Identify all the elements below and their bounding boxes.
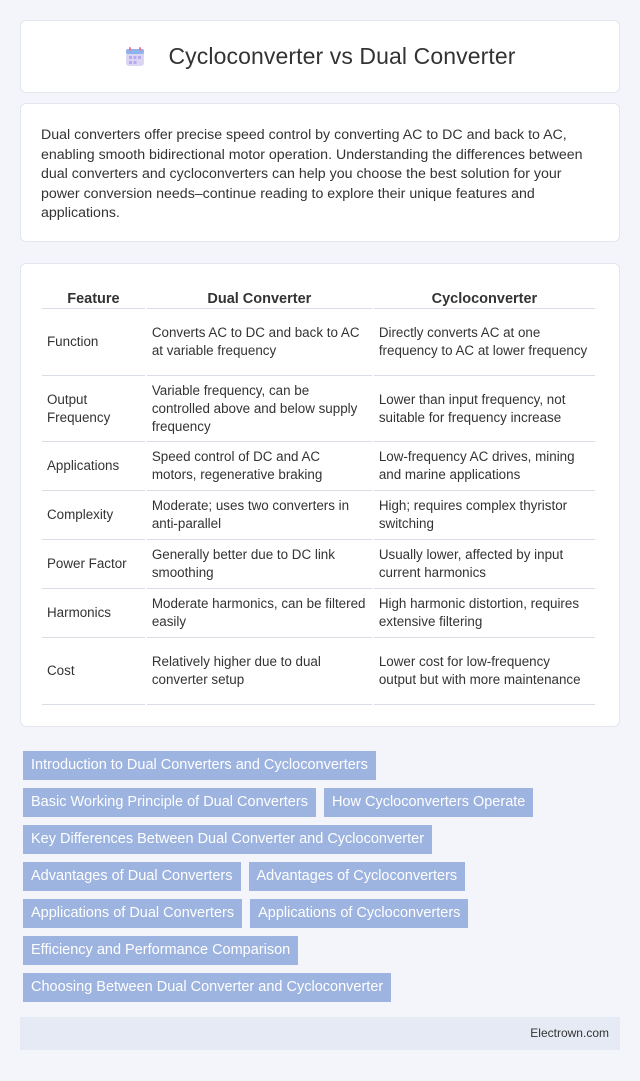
cycloconverter-cell: Directly converts AC at one frequency to AC at lower frequency bbox=[374, 309, 595, 376]
topic-row bbox=[23, 936, 623, 965]
table-row bbox=[42, 638, 595, 705]
topic-row bbox=[23, 862, 623, 891]
cycloconverter-cell: High; requires complex thyristor switching bbox=[374, 491, 595, 540]
topic-link-key-differences[interactable]: Key Differences Between Dual Converter and Cycloconverter bbox=[23, 825, 432, 854]
topic-link-dual-working-principle[interactable]: Basic Working Principle of Dual Converters bbox=[23, 788, 316, 817]
topic-link-dual-advantages[interactable]: Advantages of Dual Converters bbox=[23, 862, 241, 891]
feature-cell: Complexity bbox=[42, 491, 145, 540]
table-row bbox=[42, 589, 595, 638]
topic-link-dual-applications[interactable]: Applications of Dual Converters bbox=[23, 899, 242, 928]
topic-row bbox=[23, 825, 623, 854]
table-row bbox=[42, 491, 595, 540]
comparison-table bbox=[40, 283, 597, 705]
footer-site[interactable]: Electrown.com bbox=[530, 1026, 609, 1040]
topic-links bbox=[23, 751, 623, 1010]
feature-cell: Power Factor bbox=[42, 540, 145, 589]
topic-row bbox=[23, 973, 623, 1002]
topic-row bbox=[23, 788, 623, 817]
topic-link-efficiency[interactable]: Efficiency and Performance Comparison bbox=[23, 936, 298, 965]
intro-paragraph: Dual converters offer precise speed control by converting AC to DC and back to AC, enabling smooth bidirectional motor operation. Understanding the differences between dual converters and cycloconverters can help you choose the best solution for your power conversion needs–continue reading to explore their unique features and applications. bbox=[41, 127, 583, 221]
comparison-card bbox=[20, 263, 620, 727]
calendar-icon bbox=[124, 46, 146, 68]
table-row bbox=[42, 540, 595, 589]
feature-cell: Cost bbox=[42, 638, 145, 705]
table-row bbox=[42, 376, 595, 442]
table-row bbox=[42, 309, 595, 376]
header-feature: Feature bbox=[42, 283, 145, 309]
dual-converter-cell: Moderate harmonics, can be filtered easily bbox=[147, 589, 372, 638]
page-title: Cycloconverter vs Dual Converter bbox=[168, 43, 516, 69]
header-dual-converter: Dual Converter bbox=[147, 283, 372, 309]
table-header-row bbox=[42, 283, 595, 309]
topic-link-cyclo-advantages[interactable]: Advantages of Cycloconverters bbox=[249, 862, 466, 891]
feature-cell: Output Frequency bbox=[42, 376, 145, 442]
dual-converter-cell: Moderate; uses two converters in anti-parallel bbox=[147, 491, 372, 540]
dual-converter-cell: Variable frequency, can be controlled above and below supply frequency bbox=[147, 376, 372, 442]
cycloconverter-cell: Usually lower, affected by input current harmonics bbox=[374, 540, 595, 589]
feature-cell: Function bbox=[42, 309, 145, 376]
cycloconverter-cell: Low-frequency AC drives, mining and marine applications bbox=[374, 442, 595, 491]
dual-converter-cell: Generally better due to DC link smoothing bbox=[147, 540, 372, 589]
footer bbox=[20, 1017, 620, 1050]
dual-converter-cell: Speed control of DC and AC motors, regenerative braking bbox=[147, 442, 372, 491]
intro-card bbox=[20, 103, 620, 242]
topic-link-introduction[interactable]: Introduction to Dual Converters and Cycloconverters bbox=[23, 751, 376, 780]
topic-row bbox=[23, 751, 623, 780]
dual-converter-cell: Relatively higher due to dual converter setup bbox=[147, 638, 372, 705]
cycloconverter-cell: High harmonic distortion, requires extensive filtering bbox=[374, 589, 595, 638]
table-row bbox=[42, 442, 595, 491]
cycloconverter-cell: Lower cost for low-frequency output but with more maintenance bbox=[374, 638, 595, 705]
title-card bbox=[20, 20, 620, 93]
topic-link-cyclo-operation[interactable]: How Cycloconverters Operate bbox=[324, 788, 533, 817]
feature-cell: Harmonics bbox=[42, 589, 145, 638]
header-cycloconverter: Cycloconverter bbox=[374, 283, 595, 309]
topic-link-cyclo-applications[interactable]: Applications of Cycloconverters bbox=[250, 899, 468, 928]
feature-cell: Applications bbox=[42, 442, 145, 491]
topic-link-choosing[interactable]: Choosing Between Dual Converter and Cycloconverter bbox=[23, 973, 391, 1002]
cycloconverter-cell: Lower than input frequency, not suitable for frequency increase bbox=[374, 376, 595, 442]
dual-converter-cell: Converts AC to DC and back to AC at variable frequency bbox=[147, 309, 372, 376]
topic-row bbox=[23, 899, 623, 928]
